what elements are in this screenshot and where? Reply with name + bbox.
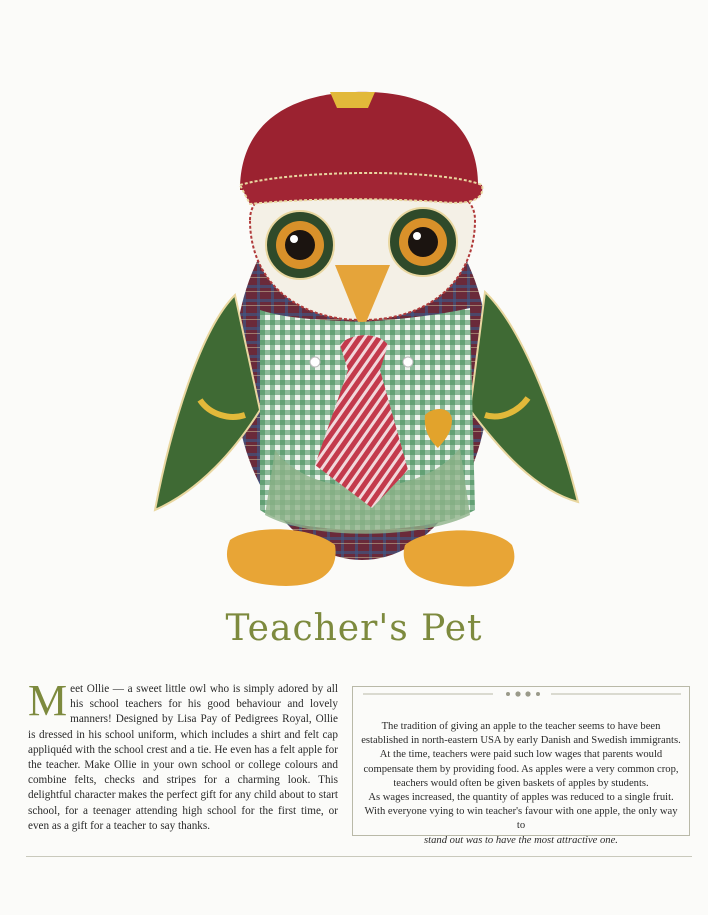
intro-paragraph [28,676,338,834]
sidebar-box [352,686,690,846]
sidebar-text [361,720,681,848]
page-title: Teacher's Pet [225,608,483,649]
owl-toy-photo [140,70,590,610]
footer-divider [26,856,692,857]
sidebar-closing: stand out was to have the most attractive one. [424,834,618,846]
right-wing [470,292,578,502]
dot-ornament-icon [353,686,691,702]
right-foot [404,530,515,586]
drop-cap: M [28,676,68,725]
cap-crest-icon [330,92,375,108]
sidebar-paragraph: As wages increased, the quantity of apples was reduced to a single fruit. [368,792,674,804]
intro-text: eet Ollie — a sweet little owl who is simply adored by all his school teachers for his good behaviour and lovely manners! Designed by Lisa Pay of Pedigrees Royal, Ollie is dressed in his school uniform, which includes a shirt and felt cap appliquéd with the school crest and a tie. He even has a felt apple for the teacher. Make Ollie in your own school or college colours and combine felts, checks and stripes for a charming look. This delightful character makes the perfect gift for any child about to start school, for a teenager attending high school for the first time, or even as a gift for a teacher to say thanks. [28,683,338,832]
sidebar-paragraph: At the time, teachers were paid such low wages that parents would compensate them by providing food. As apples were a very common crop, teachers would often be given baskets of apples by students. [363,749,679,789]
sidebar-paragraph: With everyone vying to win teacher's favour with one apple, the only way to [364,806,678,832]
sidebar-paragraph: The tradition of giving an apple to the teacher seems to have been established in north-eastern USA by early Danish and Swedish immigrants. [361,721,681,747]
left-foot [227,529,336,586]
